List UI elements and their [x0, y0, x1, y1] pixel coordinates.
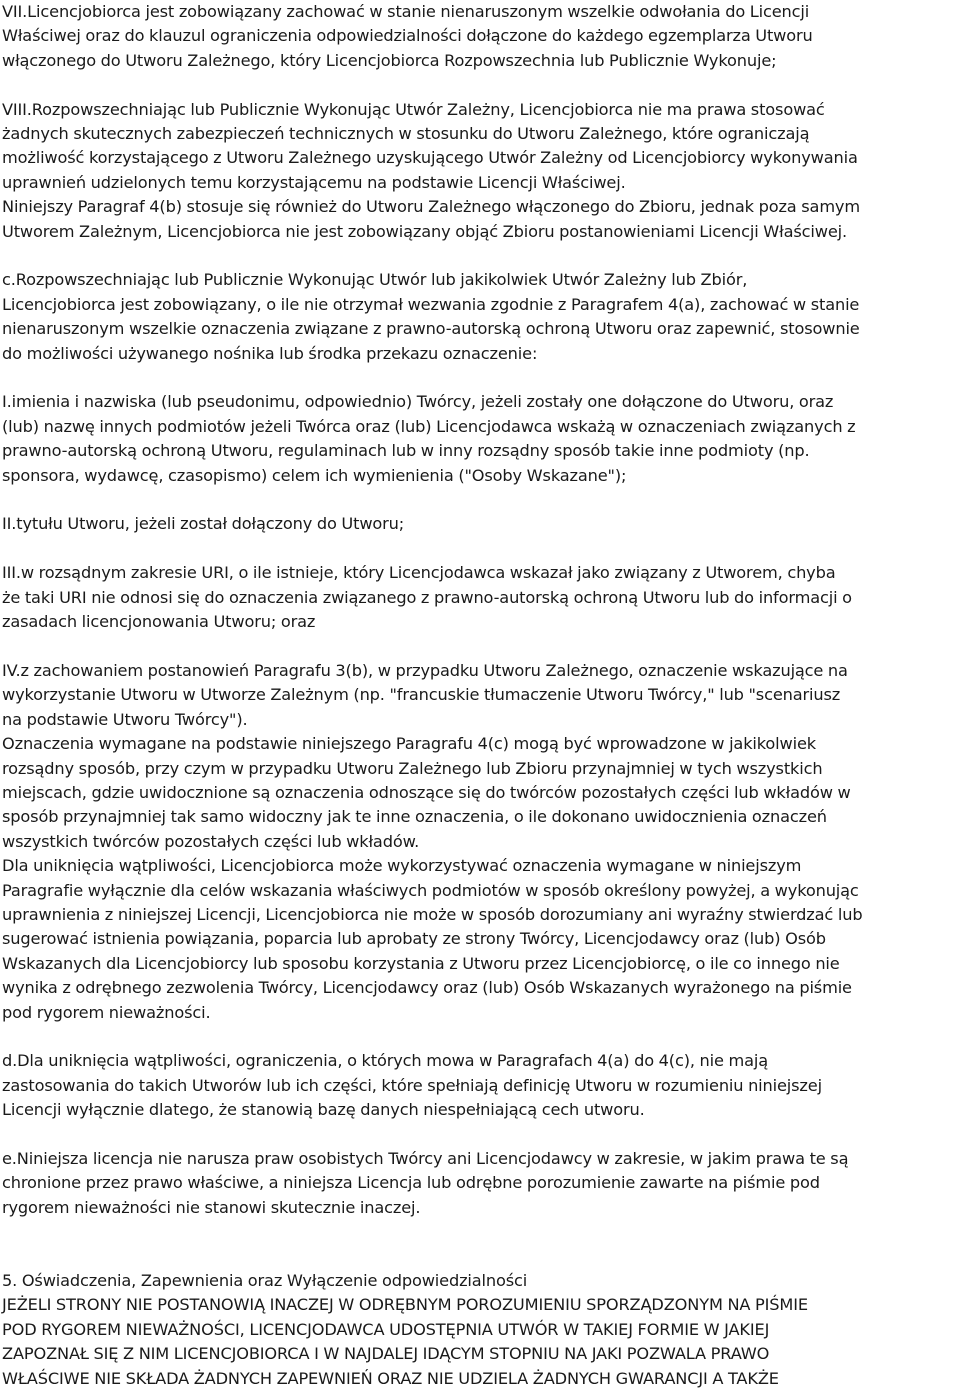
paragraph-spacer: [2, 244, 958, 268]
text-line: (lub) nazwę innych podmiotów jeżeli Twórca oraz (lub) Licencjodawca wskażą w oznaczeniach związanych z: [2, 416, 856, 436]
text-line: rygorem nieważności nie stanowi skutecznie inaczej.: [2, 1197, 421, 1217]
text-line: włączonego do Utworu Zależnego, który Licencjobiorca Rozpowszechnia lub Publicznie Wykonuje;: [2, 50, 777, 70]
text-line: nienaruszonym wszelkie oznaczenia związane z prawno-autorską ochroną Utworu oraz zapewnić, stosownie: [2, 319, 860, 339]
text-line: II.tytułu Utworu, jeżeli został dołączony do Utworu;: [2, 514, 405, 534]
paragraph-spacer: [2, 634, 958, 658]
text-line: pod rygorem nieważności.: [2, 1002, 211, 1022]
paragraph-spacer: [2, 488, 958, 512]
text-line: do możliwości używanego nośnika lub środka przekazu oznaczenie:: [2, 343, 538, 363]
paragraph-spacer: [2, 1123, 958, 1147]
text-line: możliwość korzystającego z Utworu Zależnego uzyskującego Utwór Zależny od Licencjobiorcy wykonywania: [2, 148, 858, 168]
text-line: WŁAŚCIWE NIE SKŁADA ŻADNYCH ZAPEWNIEŃ ORAZ NIE UDZIELA ŻADNYCH GWARANCJI A TAKŻE: [2, 1368, 779, 1388]
text-line: Licencji wyłącznie dlatego, że stanowią bazę danych niespełniającą cech utworu.: [2, 1100, 645, 1120]
text-line: uprawnień udzielonych temu korzystającemu na podstawie Licencji Właściwej.: [2, 172, 626, 192]
para-ii: [2, 512, 958, 536]
text-line: Oznaczenia wymagane na podstawie niniejszego Paragrafu 4(c) mogą być wprowadzone w jakikolwiek: [2, 734, 816, 754]
text-line: Właściwej oraz do klauzul ograniczenia odpowiedzialności dołączone do każdego egzemplarza Utworu: [2, 26, 813, 46]
text-line: sugerować istnienia powiązania, poparcia lub aprobaty ze strony Twórcy, Licencjodawcy oraz (lub) Osób: [2, 929, 826, 949]
text-line: prawno-autorską ochroną Utworu, regulaminach lub w inny rozsądny sposób takie inne podmioty (np.: [2, 441, 810, 461]
text-line: sposób przynajmniej tak samo widoczny jak te inne oznaczenia, o ile dokonano uwidocznienia oznaczeń: [2, 807, 827, 827]
para-iii: [2, 561, 958, 634]
paragraph-spacer: [2, 1220, 958, 1244]
text-line: wynika z odrębnego zezwolenia Twórcy, Licencjodawcy oraz (lub) Osób Wskazanych wyrażonego na piśmie: [2, 978, 852, 998]
text-line: wykorzystanie Utworu w Utworze Zależnym (np. "francuskie tłumaczenie Utworu Twórcy," lub "scenariusz: [2, 685, 841, 705]
text-line: Utworem Zależnym, Licencjobiorca nie jest zobowiązany objąć Zbioru postanowieniami Licencji Właściwej.: [2, 221, 847, 241]
para-iv: [2, 659, 958, 1025]
text-line: rozsądny sposób, przy czym w przypadku Utworu Zależnego lub Zbioru przynajmniej w tych wszystkich: [2, 758, 823, 778]
text-line: Licencjobiorca jest zobowiązany, o ile nie otrzymał wezwania zgodnie z Paragrafem 4(a), zachować w stanie: [2, 294, 860, 314]
text-line: VII.Licencjobiorca jest zobowiązany zachować w stanie nienaruszonym wszelkie odwołania do Licencji: [2, 2, 810, 21]
text-line: Niniejszy Paragraf 4(b) stosuje się również do Utworu Zależnego włączonego do Zbioru, jednak poza samym: [2, 197, 860, 217]
paragraph-spacer: [2, 1245, 958, 1269]
text-line: I.imienia i nazwiska (lub pseudonimu, odpowiednio) Twórcy, jeżeli zostały one dołączone do Utworu, oraz: [2, 392, 834, 412]
text-line: ZAPOZNAŁ SIĘ Z NIM LICENCJOBIORCA I W NAJDALEJ IDĄCYM STOPNIU NA JAKI POZWALA PRAWO: [2, 1344, 770, 1364]
para-viii: [2, 98, 958, 244]
paragraph-spacer: [2, 1025, 958, 1049]
text-line: d.Dla uniknięcia wątpliwości, ograniczenia, o których mowa w Paragrafach 4(a) do 4(c), nie mają: [2, 1051, 769, 1071]
paragraph-spacer: [2, 366, 958, 390]
text-line: uprawnienia z niniejszej Licencji, Licencjobiorca nie może w sposób dorozumiany ani wyraźny stwierdzać lub: [2, 904, 863, 924]
text-line: że taki URI nie odnosi się do oznaczenia związanego z prawno-autorską ochroną Utworu lub do informacji o: [2, 587, 852, 607]
text-line: miejscach, gdzie uwidocznione są oznaczenia odnoszące się do twórców pozostałych części lub wkładów w: [2, 782, 851, 802]
section-5: [2, 1269, 958, 1391]
text-line: 5. Oświadczenia, Zapewnienia oraz Wyłączenie odpowiedzialności: [2, 1270, 528, 1290]
text-line: chronione przez prawo właściwe, a niniejsza Licencja lub odrębne porozumienie zawarte na piśmie pod: [2, 1173, 820, 1193]
paragraph-spacer: [2, 73, 958, 97]
text-line: VIII.Rozpowszechniając lub Publicznie Wykonując Utwór Zależny, Licencjobiorca nie ma prawa stosować: [2, 99, 825, 119]
text-line: III.w rozsądnym zakresie URI, o ile istnieje, który Licencjodawca wskazał jako związany z Utworem, chyba: [2, 563, 836, 583]
text-line: e.Niniejsza licencja nie narusza praw osobistych Twórcy ani Licencjodawcy w zakresie, w jakim prawa te są: [2, 1148, 849, 1168]
text-line: żadnych skutecznych zabezpieczeń technicznych w stosunku do Utworu Zależnego, które ograniczają: [2, 124, 810, 144]
text-line: POD RYGOREM NIEWAŻNOŚCI, LICENCJODAWCA UDOSTĘPNIA UTWÓR W TAKIEJ FORMIE W JAKIEJ: [2, 1319, 770, 1339]
text-line: zastosowania do takich Utworów lub ich części, które spełniają definicję Utworu w rozumieniu niniejszej: [2, 1075, 822, 1095]
text-line: zasadach licencjonowania Utworu; oraz: [2, 612, 316, 632]
para-c: [2, 268, 958, 366]
text-line: Dla uniknięcia wątpliwości, Licencjobiorca może wykorzystywać oznaczenia wymagane w niniejszym: [2, 856, 802, 876]
text-line: na podstawie Utworu Twórcy").: [2, 709, 248, 729]
text-line: c.Rozpowszechniając lub Publicznie Wykonując Utwór lub jakikolwiek Utwór Zależny lub Zbiór,: [2, 270, 748, 290]
document-page: [2, 0, 958, 1391]
text-line: IV.z zachowaniem postanowień Paragrafu 3(b), w przypadku Utworu Zależnego, oznaczenie wskazujące na: [2, 660, 848, 680]
text-line: Paragrafie wyłącznie dla celów wskazania właściwych podmiotów w sposób określony powyżej, a wykonując: [2, 880, 859, 900]
para-d: [2, 1049, 958, 1122]
para-i: [2, 390, 958, 488]
text-line: wszystkich twórców pozostałych części lub wkładów.: [2, 831, 420, 851]
text-line: JEŻELI STRONY NIE POSTANOWIĄ INACZEJ W ODRĘBNYM POROZUMIENIU SPORZĄDZONYM NA PIŚMIE: [2, 1295, 808, 1315]
text-line: sponsora, wydawcę, czasopismo) celem ich wymienienia ("Osoby Wskazane");: [2, 465, 627, 485]
para-e: [2, 1147, 958, 1220]
paragraph-spacer: [2, 537, 958, 561]
para-vii: [2, 0, 958, 73]
text-line: Wskazanych dla Licencjobiorcy lub sposobu korzystania z Utworu przez Licencjobiorcę, o ile co innego nie: [2, 953, 840, 973]
